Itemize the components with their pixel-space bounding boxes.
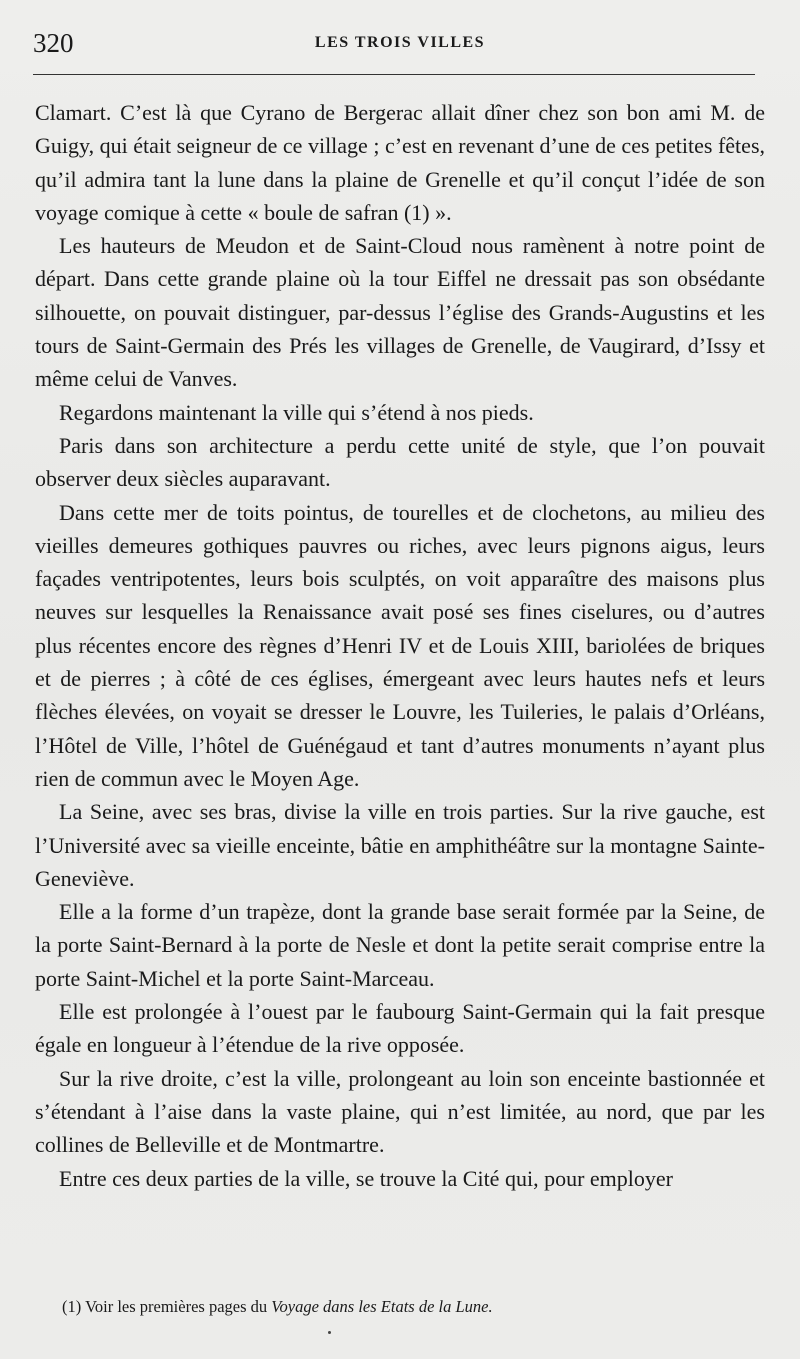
footnote-marker: (1) [62,1297,82,1316]
body-text [35,96,765,1195]
ink-speck [328,1331,331,1334]
footnote-text: Voir les premières pages du [85,1297,268,1316]
paragraph: Les hauteurs de Meudon et de Saint-Cloud nous ramènent à notre point de départ. Dans cette grande plaine où la tour Eiffel ne dressait pas son obsédante silhouette, on pouvait distinguer, par-dessus l’église des Grands-Augustins et les tours de Saint-Germain des Prés les villages de Grenelle, de Vaugirard, d’Issy et même celui de Vanves. [35,233,765,392]
paragraph: Entre ces deux parties de la ville, se trouve la Cité qui, pour employer [59,1165,673,1191]
paragraph: Sur la rive droite, c’est la ville, prolongeant au loin son enceinte bastionnée et s’étendant à l’aise dans la vaste plaine, qui n’est limitée, au nord, que par les collines de Belleville et de Montmartre. [35,1065,765,1158]
running-title: LES TROIS VILLES [314,34,486,51]
paragraph: Elle est prolongée à l’ouest par le faubourg Saint-Germain qui la fait presque égale en longueur à l’étendue de la rive opposée. [35,999,765,1058]
paragraph: Paris dans son architecture a perdu cette unité de style, que l’on pouvait observer deux siècles auparavant. [35,432,765,492]
footnote-book-title: Voyage dans les Etats de la Lune. [271,1297,493,1316]
footnote [62,1297,762,1317]
paragraph: La Seine, avec ses bras, divise la ville en trois parties. Sur la rive gauche, est l’Université avec sa vieille enceinte, bâtie en amphithéâtre sur la montagne Sainte-Geneviève. [35,799,765,891]
paragraph: Regardons maintenant la ville qui s’étend à nos pieds. [59,399,534,425]
paragraph: Elle a la forme d’un trapèze, dont la grande base serait formée par la Seine, de la porte Saint-Bernard à la porte de Nesle et dont la petite serait comprise entre la porte Saint-Michel et la porte Saint-Marceau. [35,899,765,991]
header-rule [33,74,755,75]
page-number: 320 [33,28,74,58]
paragraph: Dans cette mer de toits pointus, de tourelles et de clochetons, au milieu des vieilles demeures gothiques pauvres ou riches, avec leurs pignons aigus, leurs façades ventripotentes, leurs bois sculptés, on voit apparaître des maisons plus neuves sur lesquelles la Renaissance avait posé ses fines ciselures, ou d’autres plus récentes encore des règnes d’Henri IV et de Louis XIII, bariolées de briques et de pierres ; à côté de ces églises, émergeant avec leurs hautes nefs et leurs flèches élevées, on voyait se dresser le Louvre, les Tuileries, le palais d’Orléans, l’Hôtel de Ville, l’hôtel de Guénégaud et tant d’autres monuments n’ayant plus rien de commun avec le Moyen Age. [35,499,765,791]
paragraph: Clamart. C’est là que Cyrano de Bergerac allait dîner chez son bon ami M. de Guigy, qui était seigneur de ce village ; c’est en revenant d’une de ces petites fêtes, qu’il admira tant la lune dans la plaine de Grenelle et qu’il conçut l’idée de son voyage comique à cette « boule de safran (1) ». [35,100,765,225]
